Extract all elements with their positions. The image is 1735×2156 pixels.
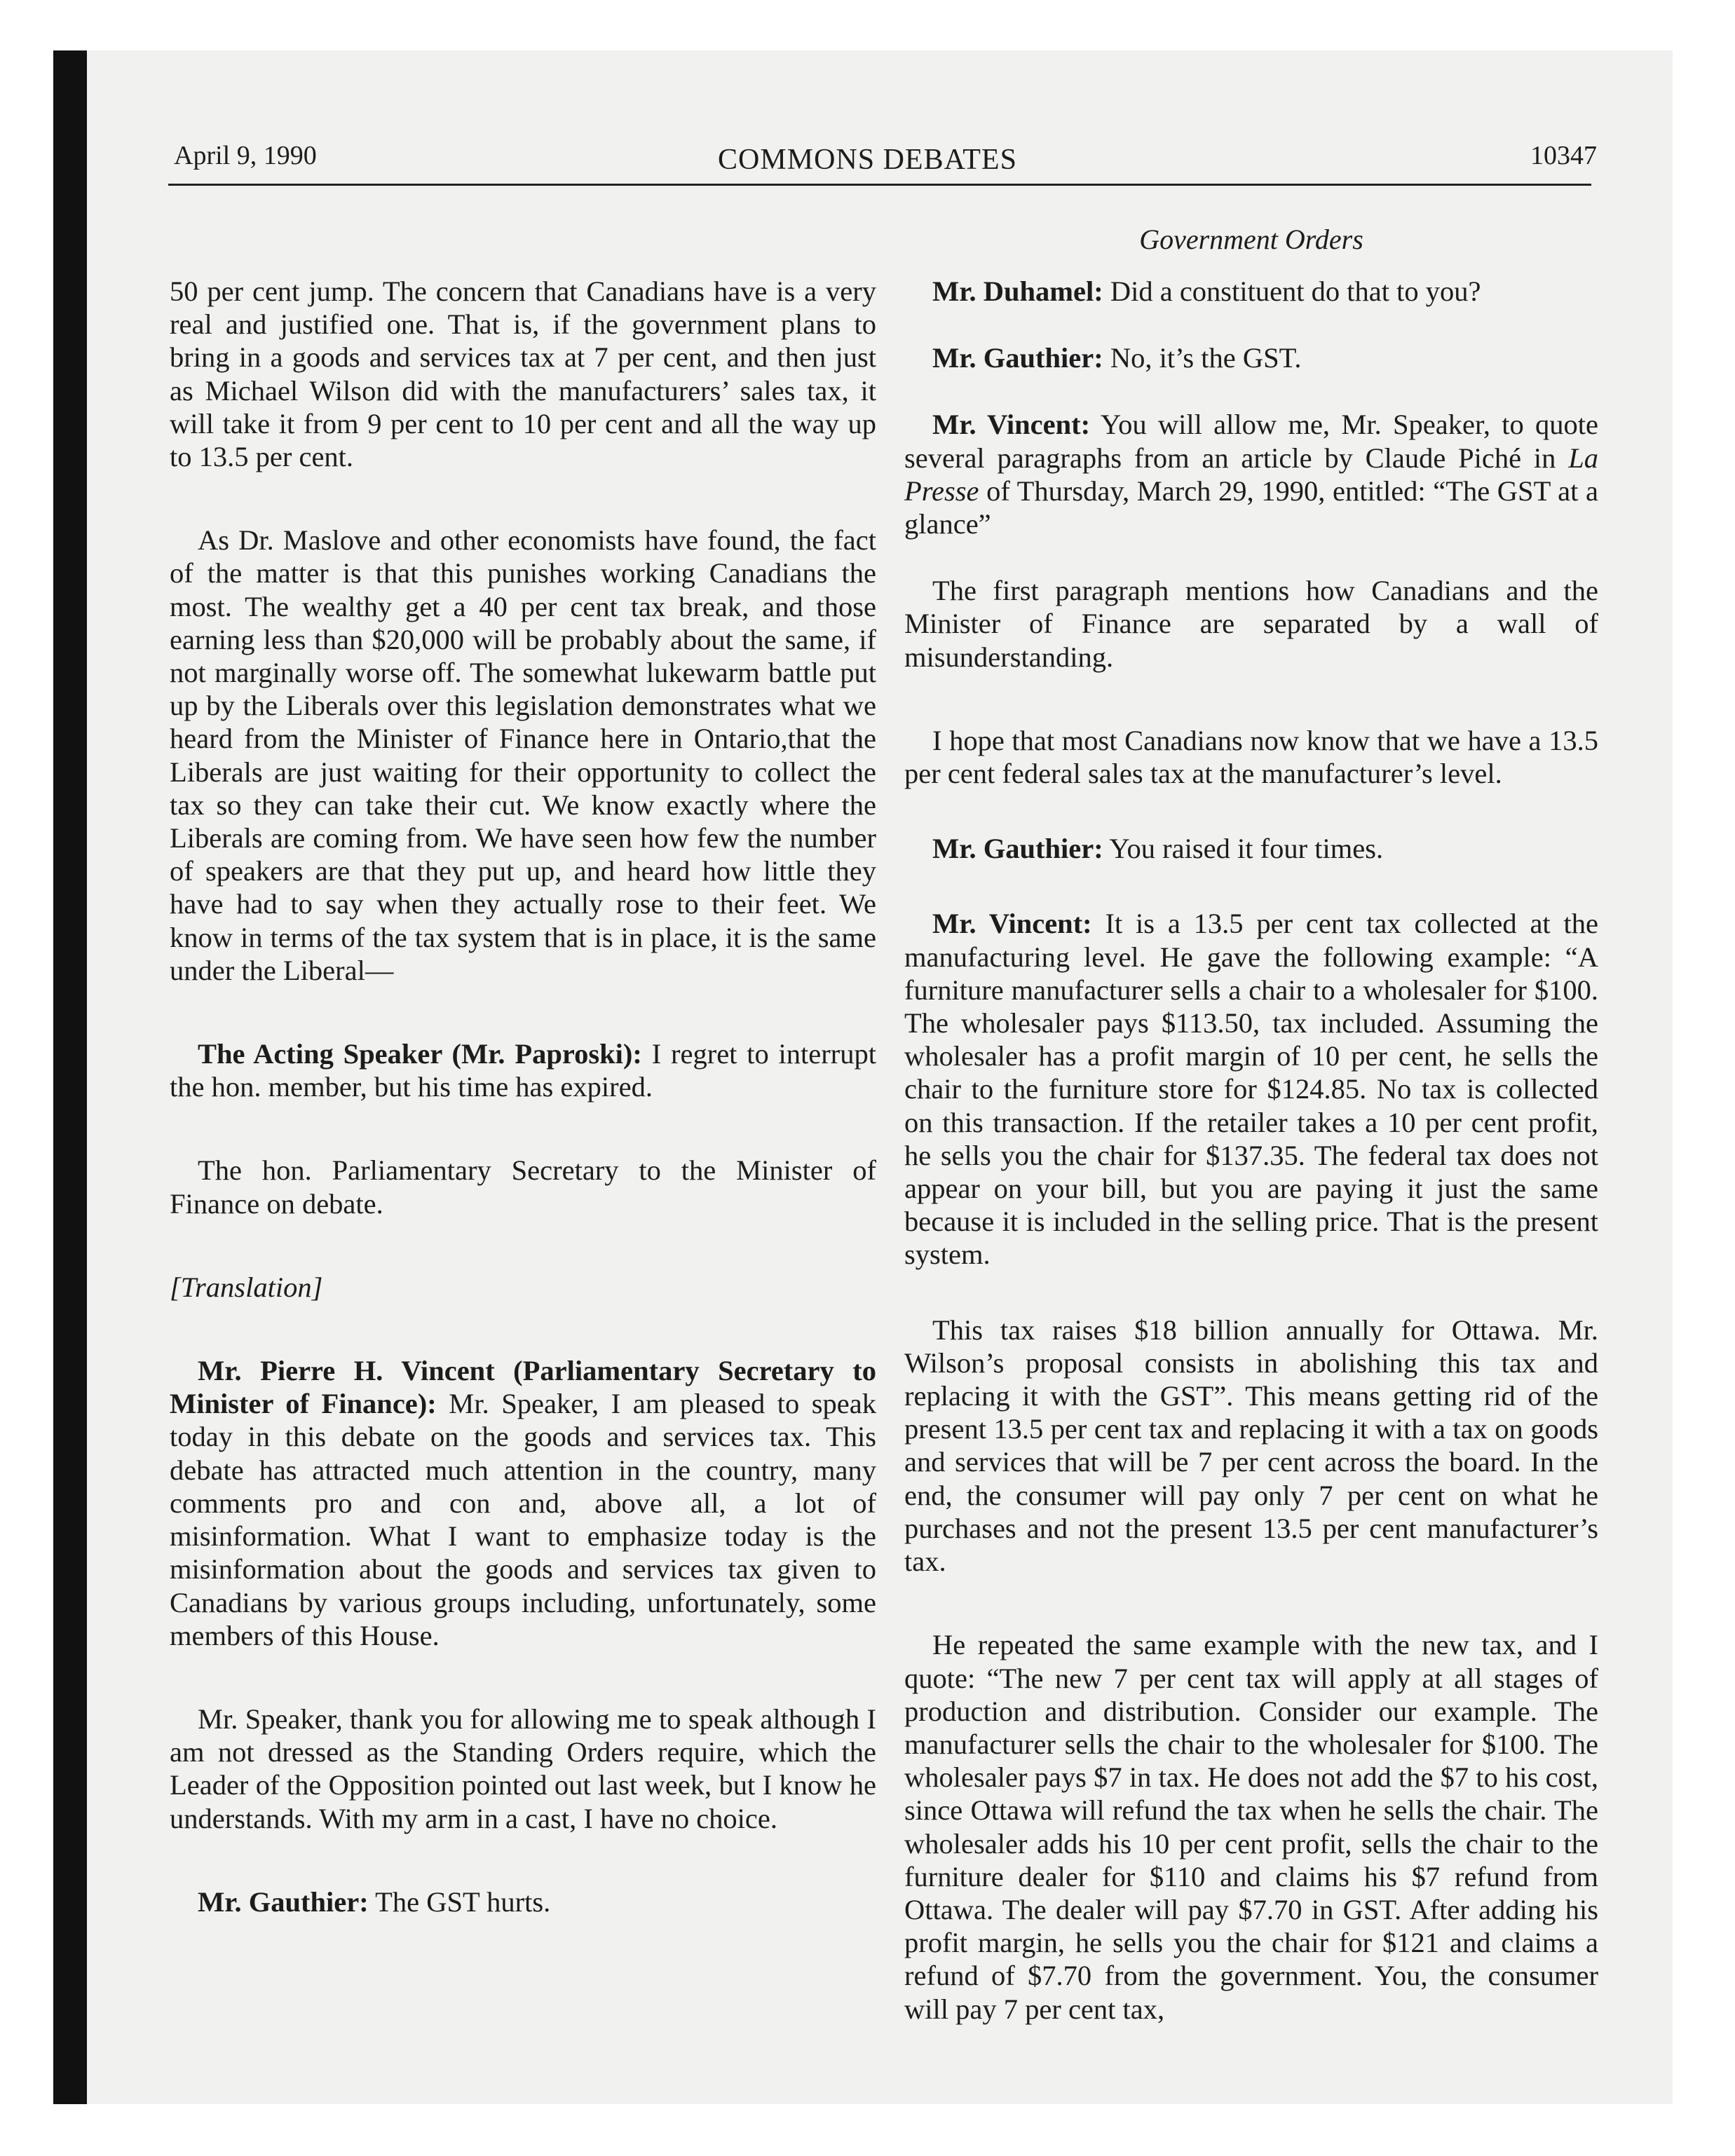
section-heading: Government Orders — [1139, 224, 1363, 255]
speaker-name: Mr. Vincent: — [932, 409, 1091, 441]
speech-text: of Thursday, March 29, 1990, entitled: “The GST at a glance” — [904, 475, 1598, 540]
translation-marker — [170, 1271, 876, 1304]
speech-paragraph — [170, 1885, 876, 1918]
header-rule — [168, 184, 1591, 186]
speaker-name: Mr. Duhamel: — [932, 275, 1103, 307]
speech-text: It is a 13.5 per cent tax collected at the manufacturing level. He gave the following example: “A furniture manufacturer sells a chair to a wholesaler for $100. The wholesaler pays $113.50, tax included. Assuming the wholesaler has a profit margin of 10 per cent, he sells the chair to the furniture store for $124.85. No tax is collected on this transaction. If the retailer takes a 10 per cent profit, he sells you the chair for $137.35. The federal tax does not appear on your bill, but you are paying it just the same because it is included in the selling price. That is the present system. — [904, 908, 1598, 1271]
speech-text: Mr. Speaker, I am pleased to speak today in this debate on the goods and services tax. This debate has attracted much attention in the country, many comments pro and con and, above all, a lot of misinformation. What I want to emphasize today is the misinformation about the goods and services tax given to Canadians by various groups including, unfortunately, some members of this House. — [170, 1388, 876, 1651]
speaker-name: Mr. Pierre H. Vincent (Parliamentary Secretary to Minister of Finance): — [170, 1355, 876, 1420]
paragraph: The first paragraph mentions how Canadians and the Minister of Finance are separated by a wall of misunderstanding. — [904, 575, 1598, 673]
speech-text: The GST hurts. — [368, 1885, 551, 1918]
speech-text: You will allow me, Mr. Speaker, to quote several paragraphs from an article by Claude Piché in — [904, 409, 1598, 474]
speaker-name: Mr. Gauthier: — [198, 1885, 369, 1918]
publication-title: La Presse — [904, 442, 1598, 507]
right-column — [904, 275, 1598, 2059]
paragraph: This tax raises $18 billion annually for Ottawa. Mr. Wilson’s proposal consists in abolishing this tax and replacing it with the GST”. This means getting rid of the present 13.5 per cent tax and replacing it with a tax on goods and services that will be 7 per cent across the board. In the end, the consumer will pay only 7 per cent on what he purchases and not the present 13.5 per cent manufacturer’s tax. — [904, 1314, 1598, 1578]
header-date: April 9, 1990 — [174, 141, 317, 170]
speech-text: I regret to interrupt the hon. member, but his time has expired. — [170, 1038, 876, 1103]
paragraph: I hope that most Canadians now know that we have a 13.5 per cent federal sales tax at the manufacturer’s level. — [904, 724, 1598, 790]
paragraph: He repeated the same example with the new tax, and I quote: “The new 7 per cent tax will apply at all stages of production and distribution. Consider our example. The manufacturer sells the chair to the wholesaler for $100. The wholesaler pays $7 in tax. He does not add the $7 to his cost, since Ottawa will refund the tax when he sells the chair. The wholesaler adds his 10 per cent profit, sells the chair to the furniture dealer for $110 and claims his $7 refund from Ottawa. The dealer will pay $7.70 in GST. After adding his profit margin, he sells you the chair for $121 and claims a refund of $7.70 from the government. You, the consumer will pay 7 per cent tax, — [904, 1629, 1598, 2025]
paragraph: 50 per cent jump. The concern that Canadians have is a very real and justified one. That is, if the government plans to bring in a goods and services tax at 7 per cent, and then just as Michael Wilson did with the manufacturers’ sales tax, it will take it from 9 per cent to 10 per cent and all the way up to 13.5 per cent. — [170, 275, 876, 473]
speech-text: No, it’s the GST. — [1103, 342, 1302, 374]
speaker-name: Mr. Gauthier: — [932, 342, 1103, 374]
paragraph: The hon. Parliamentary Secretary to the Minister of Finance on debate. — [170, 1154, 876, 1220]
header-title: COMMONS DEBATES — [718, 144, 1017, 176]
speech-paragraph — [170, 1354, 876, 1652]
paragraph: As Dr. Maslove and other economists have found, the fact of the matter is that this punishes working Canadians the most. The wealthy get a 40 per cent tax break, and those earning less than $20,000 will be probably about the same, if not marginally worse off. The somewhat lukewarm battle put up by the Liberals over this legislation demonstrates what we heard from the Minister of Finance here in Ontario,that the Liberals are just waiting for their opportunity to collect the tax so they can take their cut. We know exactly where the Liberals are coming from. We have seen how few the number of speakers are that they put up, and heard how little they have had to say when they actually rose to their feet. We know in terms of the tax system that is in place, it is the same under the Liberal— — [170, 524, 876, 986]
speech-paragraph — [904, 832, 1598, 865]
left-column — [170, 275, 876, 1952]
speaker-name: Mr. Vincent: — [932, 908, 1092, 940]
speech-text: You raised it four times. — [1103, 833, 1384, 865]
speech-paragraph — [904, 275, 1598, 308]
speaker-name: Mr. Gauthier: — [932, 833, 1103, 865]
translation-label: [Translation] — [170, 1271, 323, 1303]
page-number: 10347 — [1530, 141, 1597, 170]
speaker-name: The Acting Speaker (Mr. Paproski): — [198, 1038, 642, 1070]
speech-paragraph — [904, 341, 1598, 374]
paragraph: Mr. Speaker, thank you for allowing me to speak although I am not dressed as the Standing Orders require, which the Leader of the Opposition pointed out last week, but I know he understands. With my arm in a cast, I have no choice. — [170, 1703, 876, 1834]
scan-border — [53, 50, 87, 2104]
speech-paragraph — [904, 907, 1598, 1271]
speech-paragraph — [170, 1037, 876, 1103]
speech-paragraph — [904, 408, 1598, 540]
speech-text: Did a constituent do that to you? — [1103, 275, 1481, 307]
